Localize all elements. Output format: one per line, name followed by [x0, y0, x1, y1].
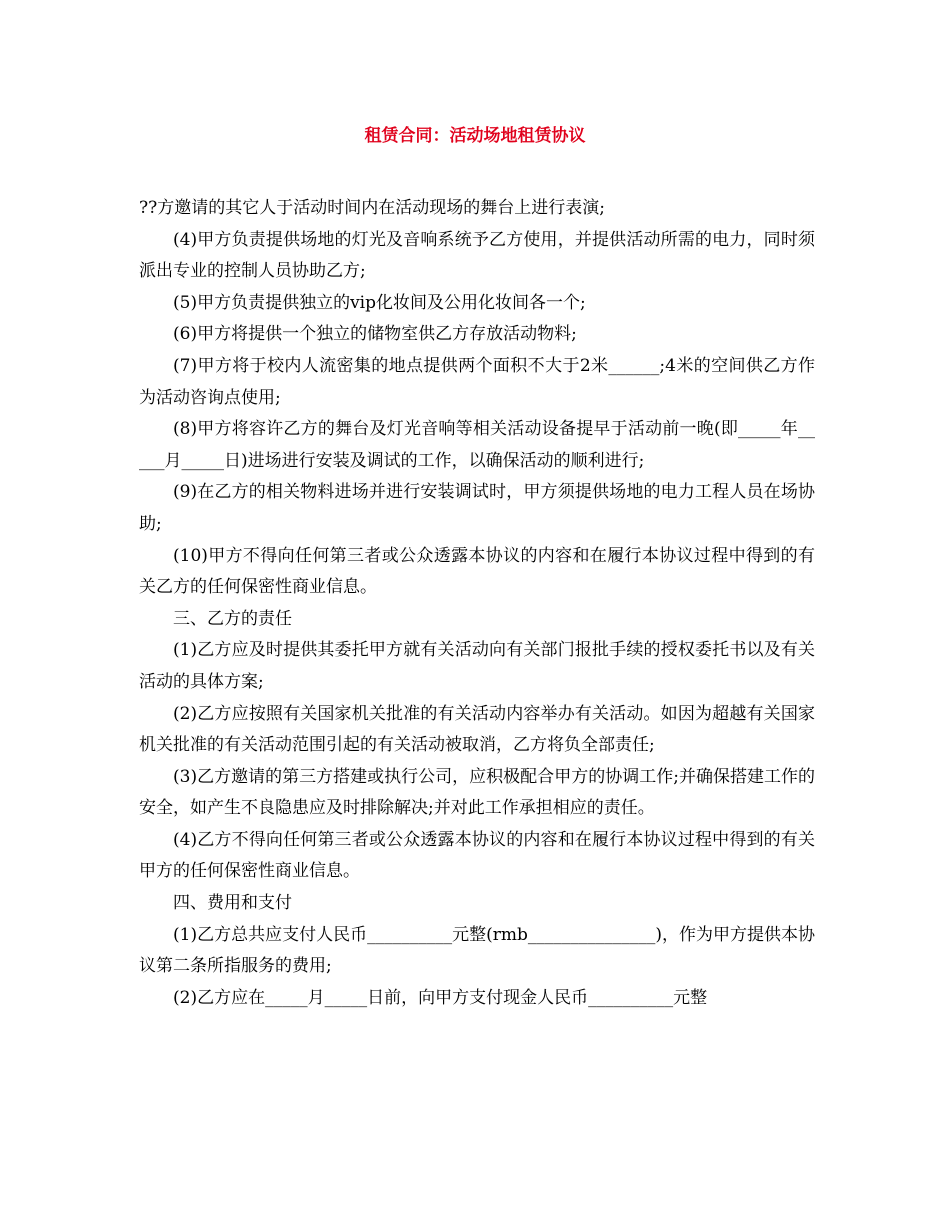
document-title: 租赁合同：活动场地租赁协议	[364, 126, 586, 146]
paragraph: (7)甲方将于校内人流密集的地点提供两个面积不大于2米______;4米的空间供乙方作为活动咨询点使用;	[139, 355, 815, 408]
paragraph: (2)乙方应按照有关国家机关批准的有关活动内容举办有关活动。如因为超越有关国家机关批准的有关活动范围引起的有关活动被取消，乙方将负全部责任;	[139, 703, 815, 756]
paragraph: 四、费用和支付	[173, 893, 292, 914]
paragraph: (3)乙方邀请的第三方搭建或执行公司，应积极配合甲方的协调工作;并确保搭建工作的安全，如产生不良隐患应及时排除解决;并对此工作承担相应的责任。	[139, 766, 815, 819]
paragraph: (1)乙方总共应支付人民币__________元整(rmb_______________)，作为甲方提供本协议第二条所指服务的费用;	[139, 924, 815, 977]
paragraph: (8)甲方将容许乙方的舞台及灯光音响等相关活动设备提早于活动前一晚(即_____年_____月_____日)进场进行安装及调试的工作，以确保活动的顺利进行;	[139, 419, 815, 471]
paragraph: (4)甲方负责提供场地的灯光及音响系统予乙方使用，并提供活动所需的电力，同时须派出专业的控制人员协助乙方;	[139, 229, 815, 282]
paragraph: (6)甲方将提供一个独立的储物室供乙方存放活动物料;	[173, 324, 577, 345]
paragraph: (2)乙方应在_____月_____日前，向甲方支付现金人民币__________元整	[173, 987, 708, 1008]
paragraph: 三、乙方的责任	[173, 608, 292, 629]
paragraph: (1)乙方应及时提供其委托甲方就有关活动向有关部门报批手续的授权委托书以及有关活动的具体方案;	[139, 640, 815, 692]
paragraph: (5)甲方负责提供独立的vip化妆间及公用化妆间各一个;	[173, 292, 586, 313]
paragraph: (4)乙方不得向任何第三者或公众透露本协议的内容和在履行本协议过程中得到的有关甲方的任何保密性商业信息。	[139, 829, 815, 882]
paragraph: (9)在乙方的相关物料进场并进行安装调试时，甲方须提供场地的电力工程人员在场协助;	[139, 482, 815, 534]
paragraph: (10)甲方不得向任何第三者或公众透露本协议的内容和在履行本协议过程中得到的有关乙方的任何保密性商业信息。	[139, 545, 815, 598]
document-body	[139, 193, 815, 1014]
paragraph: ??方邀请的其它人于活动时间内在活动现场的舞台上进行表演;	[139, 198, 605, 218]
